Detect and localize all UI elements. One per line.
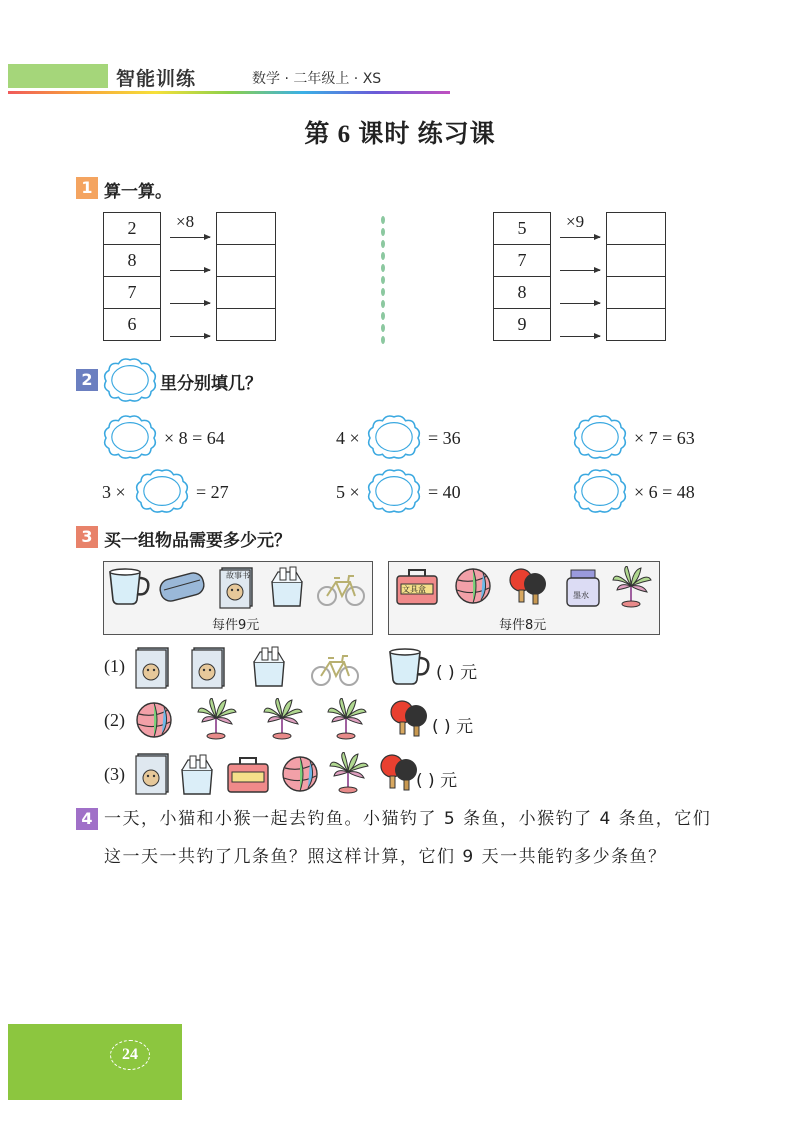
page-title: 第 6 课时 练习课 bbox=[304, 121, 496, 148]
bicycle-icon bbox=[310, 648, 362, 688]
ping-pong-paddle-icon bbox=[378, 752, 420, 794]
ink-bottle-label: 墨水 bbox=[573, 591, 589, 600]
flower-answer-input[interactable] bbox=[102, 414, 158, 460]
row-label: (3) bbox=[104, 764, 125, 784]
arrow-icon bbox=[560, 336, 600, 337]
flower-answer-input[interactable] bbox=[366, 414, 422, 460]
potted-plant-icon bbox=[326, 698, 368, 740]
price-label: 每件9元 bbox=[212, 618, 260, 633]
school-bag-icon bbox=[224, 754, 272, 796]
question-4-text bbox=[104, 800, 744, 876]
potted-plant-icon bbox=[262, 698, 304, 740]
potted-plant-icon bbox=[611, 566, 653, 608]
brand-title: 智能训练 bbox=[116, 68, 197, 90]
equation-text: 5 × bbox=[336, 482, 360, 502]
leaf-divider-icon bbox=[376, 214, 390, 346]
input-cell: 6 bbox=[104, 309, 161, 341]
input-cell: 7 bbox=[494, 245, 551, 277]
arrow-icon bbox=[560, 303, 600, 304]
equation-text: × 6 = 48 bbox=[634, 482, 695, 502]
ping-pong-paddle-icon bbox=[388, 698, 430, 740]
cup-icon bbox=[106, 566, 154, 608]
question-3-badge: 3 bbox=[76, 526, 98, 548]
q1-left-input-table bbox=[103, 212, 161, 341]
question-3-prompt: 买一组物品需要多少元？ bbox=[104, 531, 291, 551]
input-cell: 8 bbox=[104, 245, 161, 277]
answer-cell[interactable] bbox=[607, 309, 666, 341]
arrow-icon bbox=[170, 237, 210, 238]
equation-text: × 7 = 63 bbox=[634, 428, 695, 448]
shop-box-8-yuan bbox=[388, 561, 660, 635]
question-1-prompt: 算一算。 bbox=[104, 182, 172, 202]
question-4-badge: 4 bbox=[76, 808, 98, 830]
input-cell: 8 bbox=[494, 277, 551, 309]
question-4-line-2: 这一天一共钓了几条鱼？照这样计算，它们 9 天一共能钓多少条鱼？ bbox=[104, 847, 667, 867]
arrow-icon bbox=[170, 303, 210, 304]
flower-answer-input[interactable] bbox=[134, 468, 190, 514]
answer-cell[interactable] bbox=[217, 245, 276, 277]
input-cell: 9 bbox=[494, 309, 551, 341]
potted-plant-icon bbox=[328, 752, 370, 794]
story-book-icon bbox=[190, 646, 228, 690]
input-cell: 7 bbox=[104, 277, 161, 309]
arrow-icon bbox=[560, 237, 600, 238]
answer-blank[interactable]: ( ) 元 bbox=[436, 663, 478, 683]
header-bar bbox=[8, 64, 108, 88]
answer-cell[interactable] bbox=[217, 213, 276, 245]
rainbow-divider bbox=[8, 91, 450, 94]
flower-answer-input[interactable] bbox=[572, 414, 628, 460]
answer-cell[interactable] bbox=[607, 213, 666, 245]
bicycle-icon bbox=[316, 568, 368, 608]
q1-right-input-table bbox=[493, 212, 551, 341]
flower-answer-input[interactable] bbox=[366, 468, 422, 514]
answer-blank[interactable]: ( ) 元 bbox=[432, 717, 474, 737]
milk-box-icon bbox=[266, 566, 308, 608]
page-number: 24 bbox=[110, 1040, 150, 1070]
arrow-icon bbox=[170, 336, 210, 337]
question-4-line-1: 一天，小猫和小猴一起去钓鱼。小猫钓了 5 条鱼，小猴钓了 4 条鱼，它们 bbox=[104, 809, 712, 829]
shop-box-9-yuan bbox=[103, 561, 373, 635]
equation-text: = 40 bbox=[428, 482, 461, 502]
milk-box-icon bbox=[248, 646, 290, 688]
story-book-label: 故事书 bbox=[226, 571, 250, 580]
answer-cell[interactable] bbox=[607, 245, 666, 277]
pencil-case-icon bbox=[158, 566, 208, 608]
q1-left-answer-table bbox=[216, 212, 276, 341]
answer-cell[interactable] bbox=[607, 277, 666, 309]
question-2-badge: 2 bbox=[76, 369, 98, 391]
equation-text: = 36 bbox=[428, 428, 461, 448]
volleyball-icon bbox=[134, 700, 174, 740]
multiplier-label: ×9 bbox=[566, 212, 585, 231]
potted-plant-icon bbox=[196, 698, 238, 740]
equation-text: × 8 = 64 bbox=[164, 428, 225, 448]
arrow-icon bbox=[170, 270, 210, 271]
volleyball-icon bbox=[453, 566, 493, 606]
answer-cell[interactable] bbox=[217, 277, 276, 309]
volleyball-icon bbox=[280, 754, 320, 794]
price-label: 每件8元 bbox=[499, 618, 547, 633]
multiplier-label: ×8 bbox=[176, 212, 195, 231]
equation-text: 3 × bbox=[102, 482, 126, 502]
answer-blank[interactable]: ( ) 元 bbox=[416, 771, 458, 791]
answer-cell[interactable] bbox=[217, 309, 276, 341]
ink-bottle-icon bbox=[563, 566, 603, 608]
story-book-icon bbox=[134, 646, 172, 690]
equation-text: = 27 bbox=[196, 482, 229, 502]
cup-icon bbox=[386, 646, 434, 688]
input-cell: 2 bbox=[104, 213, 161, 245]
input-cell: 5 bbox=[494, 213, 551, 245]
school-bag-label: 文具盒 bbox=[402, 585, 426, 594]
row-label: (2) bbox=[104, 710, 125, 730]
question-1-badge: 1 bbox=[76, 177, 98, 199]
question-2-prompt: 里分别填几？ bbox=[160, 374, 262, 394]
story-book-icon bbox=[134, 752, 172, 796]
q1-right-answer-table bbox=[606, 212, 666, 341]
flower-answer-input[interactable] bbox=[572, 468, 628, 514]
subject-label: 数学 · 二年级上 · XS bbox=[252, 71, 382, 87]
footer-bar bbox=[8, 1024, 182, 1100]
equation-text: 4 × bbox=[336, 428, 360, 448]
row-label: (1) bbox=[104, 656, 125, 676]
ping-pong-paddle-icon bbox=[507, 566, 549, 608]
arrow-icon bbox=[560, 270, 600, 271]
flower-blank-icon bbox=[102, 357, 158, 403]
milk-box-icon bbox=[176, 754, 218, 796]
